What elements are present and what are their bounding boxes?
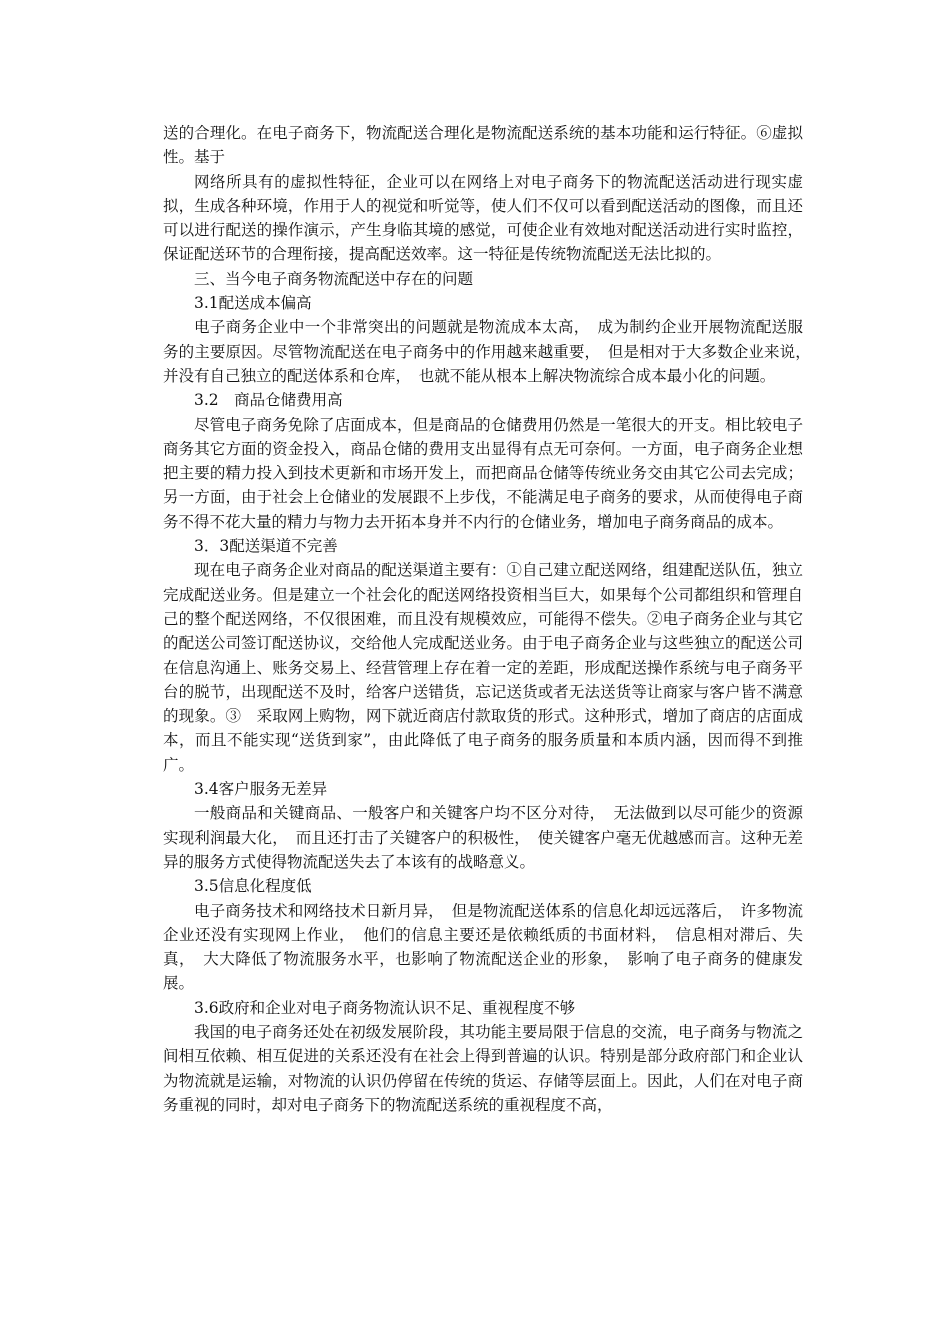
subheading-3-3: 3．3配送渠道不完善 (194, 537, 338, 556)
subheading-3-1: 3.1配送成本偏高 (194, 294, 312, 313)
paragraph-continuation: 送的合理化。在电子商务下，物流配送合理化是物流配送系统的基本功能和运行特征。⑥虚拟性。基于 (163, 124, 803, 167)
subheading-3-4: 3.4客户服务无差异 (194, 780, 328, 799)
section-heading-problems: 三、当今电子商务物流配送中存在的问题 (194, 269, 474, 288)
paragraph-3-2: 尽管电子商务免除了店面成本，但是商品的仓储费用仍然是一笔很大的开支。相比较电子商务其它方面的资金投入，商品仓储的费用支出显得有点无可奈何。一方面，电子商务企业想把主要的精力投入到技术更新和市场开发上，而把商品仓储等传统业务交由其它公司去完成；另一方面，由于社会上仓储业的发展跟不上步伐，不能满足电子商务的要求，从而使得电子商务不得不花大量的精力与物力去开拓本身并不内行的仓储业务，增加电子商务商品的成本。 (163, 415, 803, 531)
paragraph-3-3: 现在电子商务企业对商品的配送渠道主要有：①自己建立配送网络，组建配送队伍，独立完成配送业务。但是建立一个社会化的配送网络投资相当巨大，如果每个公司都组织和管理自己的整个配送网络，不仅很困难，而且没有规模效应，可能得不偿失。②电子商务企业与其它的配送公司签订配送协议，交给他人完成配送业务。由于电子商务企业与这些独立的配送公司在信息沟通上、账务交易上、经营管理上存在着一定的差距，形成配送操作系统与电子商务平台的脱节，出现配送不及时，给客户送错货，忘记送货或者无法送货等让商家与客户皆不满意的现象。③ 采取网上购物，网下就近商店付款取货的形式。这种形式，增加了商店的店面成本，而且不能实现“送货到家”，由此降低了电子商务的服务质量和本质内涵，因而得不到推广。 (163, 561, 803, 774)
document-page (163, 121, 819, 1117)
paragraph-3-4: 一般商品和关键商品、一般客户和关键客户均不区分对待， 无法做到以尽可能少的资源实现利润最大化， 而且还打击了关键客户的积极性， 使关键客户毫无优越感而言。这种无差异的服务方式使得物流配送失去了本该有的战略意义。 (163, 804, 803, 871)
subheading-3-6: 3.6政府和企业对电子商务物流认识不足、重视程度不够 (194, 998, 576, 1017)
subheading-3-5: 3.5信息化程度低 (194, 877, 312, 896)
paragraph-virtuality: 网络所具有的虚拟性特征，企业可以在网络上对电子商务下的物流配送活动进行现实虚拟，生成各种环境，作用于人的视觉和听觉等，使人们不仅可以看到配送活动的图像，而且还可以进行配送的操作演示，产生身临其境的感觉，可使企业有效地对配送活动进行实时监控，保证配送环节的合理衔接，提高配送效率。这一特征是传统物流配送无法比拟的。 (163, 172, 803, 264)
subheading-3-2: 3.2 商品仓储费用高 (194, 391, 343, 410)
paragraph-3-6: 我国的电子商务还处在初级发展阶段，其功能主要局限于信息的交流，电子商务与物流之间相互依赖、相互促进的关系还没有在社会上得到普遍的认识。特别是部分政府部门和企业认为物流就是运输，对物流的认识仍停留在传统的货运、存储等层面上。因此，人们在对电子商务重视的同时，却对电子商务下的物流配送系统的重视程度不高， (163, 1022, 803, 1114)
paragraph-3-1: 电子商务企业中一个非常突出的问题就是物流成本太高， 成为制约企业开展物流配送服务的主要原因。尽管物流配送在电子商务中的作用越来越重要， 但是相对于大多数企业来说， 并没有自己独立的配送体系和仓库， 也就不能从根本上解决物流综合成本最小化的问题。 (163, 318, 819, 385)
paragraph-3-5: 电子商务技术和网络技术日新月异， 但是物流配送体系的信息化却远远落后， 许多物流企业还没有实现网上作业， 他们的信息主要还是依赖纸质的书面材料， 信息相对滞后、失真， 大大降低了物流服务水平，也影响了物流配送企业的形象， 影响了电子商务的健康发展。 (163, 901, 803, 993)
